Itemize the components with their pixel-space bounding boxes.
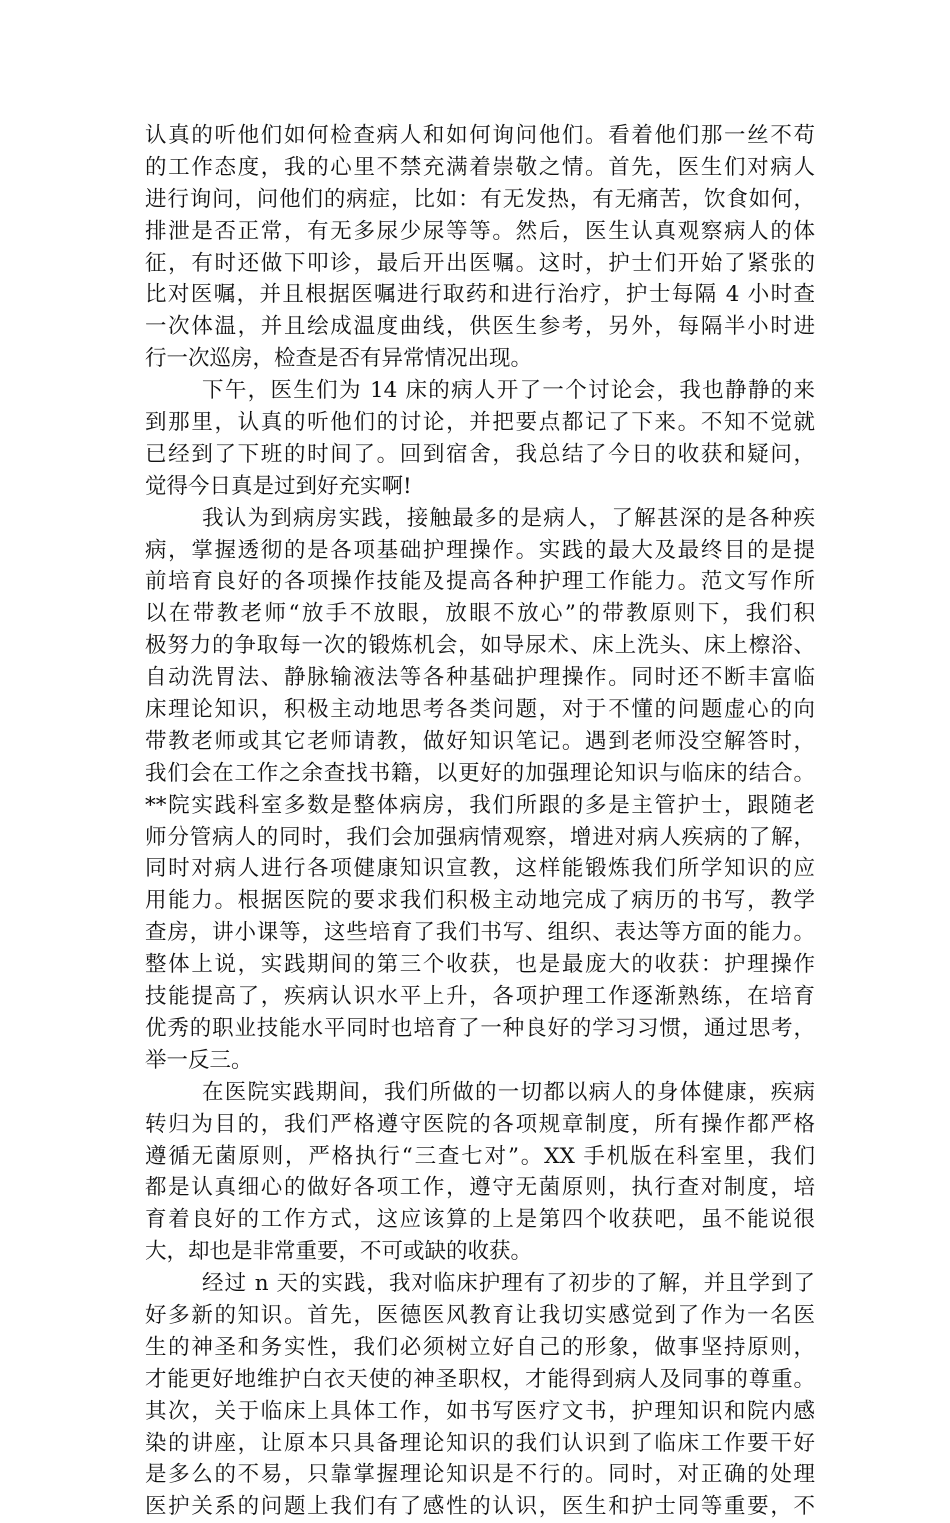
text-line: 征，有时还做下叩诊，最后开出医嘱。这时，护士们开始了紧张的 [145, 250, 815, 276]
paragraph-first-line: 经过 n 天的实践，我对临床护理有了初步的了解，并且学到了 [202, 1271, 815, 1297]
text-line: 技能提高了，疾病认识水平上升，各项护理工作逐渐熟练，在培育 [145, 984, 815, 1010]
text-line: 到那里，认真的听他们的讨论，并把要点都记了下来。不知不觉就 [145, 410, 815, 436]
text-line: 染的讲座，让原本只具备理论知识的我们认识到了临床工作要干好 [145, 1430, 815, 1456]
text-line: 前培育良好的各项操作技能及提高各种护理工作能力。范文写作所 [145, 569, 815, 595]
text-line: 生的神圣和务实性，我们必须树立好自己的形象，做事坚持原则， [145, 1334, 815, 1360]
text-line: 其次，关于临床上具体工作，如书写医疗文书，护理知识和院内感 [145, 1398, 815, 1424]
text-line: 我们会在工作之余查找书籍，以更好的加强理论知识与临床的结合。 [145, 760, 815, 786]
text-line: 都是认真细心的做好各项工作，遵守无菌原则，执行查对制度，培 [145, 1175, 815, 1201]
text-line: 遵循无菌原则，严格执行“三查七对”。XX 手机版在科室里，我们 [145, 1143, 815, 1169]
text-line: 才能更好地维护白衣天使的神圣职权，才能得到病人及同事的尊重。 [145, 1366, 815, 1392]
text-line: 同时对病人进行各项健康知识宣教，这样能锻炼我们所学知识的应 [145, 856, 815, 882]
text-line: 查房，讲小课等，这些培育了我们书写、组织、表达等方面的能力。 [145, 920, 815, 946]
text-line: 的工作态度，我的心里不禁充满着崇敬之情。首先，医生们对病人 [145, 154, 815, 180]
text-line: 觉得今日真是过到好充实啊! [145, 473, 412, 499]
text-line: 认真的听他们如何检查病人和如何询问他们。看着他们那一丝不苟 [145, 123, 815, 148]
text-line: 比对医嘱，并且根据医嘱进行取药和进行治疗，护士每隔 4 小时查 [145, 282, 815, 308]
text-line: 以在带教老师“放手不放眼，放眼不放心”的带教原则下，我们积 [145, 601, 815, 627]
text-line: 整体上说，实践期间的第三个收获，也是最庞大的收获：护理操作 [145, 952, 815, 978]
text-line: 举一反三。 [145, 1047, 253, 1073]
paragraph-first-line: 我认为到病房实践，接触最多的是病人，了解甚深的是各种疾 [202, 505, 815, 531]
text-line: 好多新的知识。首先，医德医风教育让我切实感觉到了作为一名医 [145, 1302, 815, 1328]
paragraph-first-line: 下午，医生们为 14 床的病人开了一个讨论会，我也静静的来 [202, 378, 815, 404]
text-line: 优秀的职业技能水平同时也培育了一种良好的学习习惯，通过思考， [145, 1015, 815, 1041]
text-line: 转归为目的，我们严格遵守医院的各项规章制度，所有操作都严格 [145, 1111, 815, 1137]
text-line: 医护关系的问题上我们有了感性的认识，医生和护士同等重要，不 [145, 1494, 815, 1520]
text-line: 用能力。根据医院的要求我们积极主动地完成了病历的书写，教学 [145, 888, 815, 914]
text-line: 一次体温，并且绘成温度曲线，供医生参考，另外，每隔半小时进 [145, 314, 815, 340]
text-line: 极努力的争取每一次的锻炼机会，如导尿术、床上洗头、床上檫浴、 [145, 633, 815, 659]
paragraph-first-line: 在医院实践期间，我们所做的一切都以病人的身体健康，疾病 [202, 1079, 815, 1105]
text-line: 带教老师或其它老师请教，做好知识笔记。遇到老师没空解答时， [145, 728, 815, 754]
text-line: 病，掌握透彻的是各项基础护理操作。实践的最大及最终目的是提 [145, 537, 815, 563]
text-line: **院实践科室多数是整体病房，我们所跟的多是主管护士，跟随老 [145, 792, 815, 818]
text-line: 排泄是否正常，有无多尿少尿等等。然后，医生认真观察病人的体 [145, 218, 815, 244]
text-line: 是多么的不易，只靠掌握理论知识是不行的。同时，对正确的处理 [145, 1462, 815, 1488]
text-line: 师分管病人的同时，我们会加强病情观察，增进对病人疾病的了解， [145, 824, 815, 850]
text-line: 自动洗胃法、静脉输液法等各种基础护理操作。同时还不断丰富临 [145, 665, 815, 691]
body-text [145, 120, 815, 1523]
text-line: 大，却也是非常重要，不可或缺的收获。 [145, 1239, 533, 1265]
text-line: 育着良好的工作方式，这应该算的上是第四个收获吧，虽不能说很 [145, 1207, 815, 1233]
text-line: 行一次巡房，检查是否有异常情况出现。 [145, 346, 533, 372]
text-line: 进行询问，问他们的病症，比如：有无发热，有无痛苦，饮食如何， [145, 186, 815, 212]
text-line: 已经到了下班的时间了。回到宿舍，我总结了今日的收获和疑问， [145, 441, 815, 467]
text-line: 床理论知识，积极主动地思考各类问题，对于不懂的问题虚心的向 [145, 697, 815, 723]
